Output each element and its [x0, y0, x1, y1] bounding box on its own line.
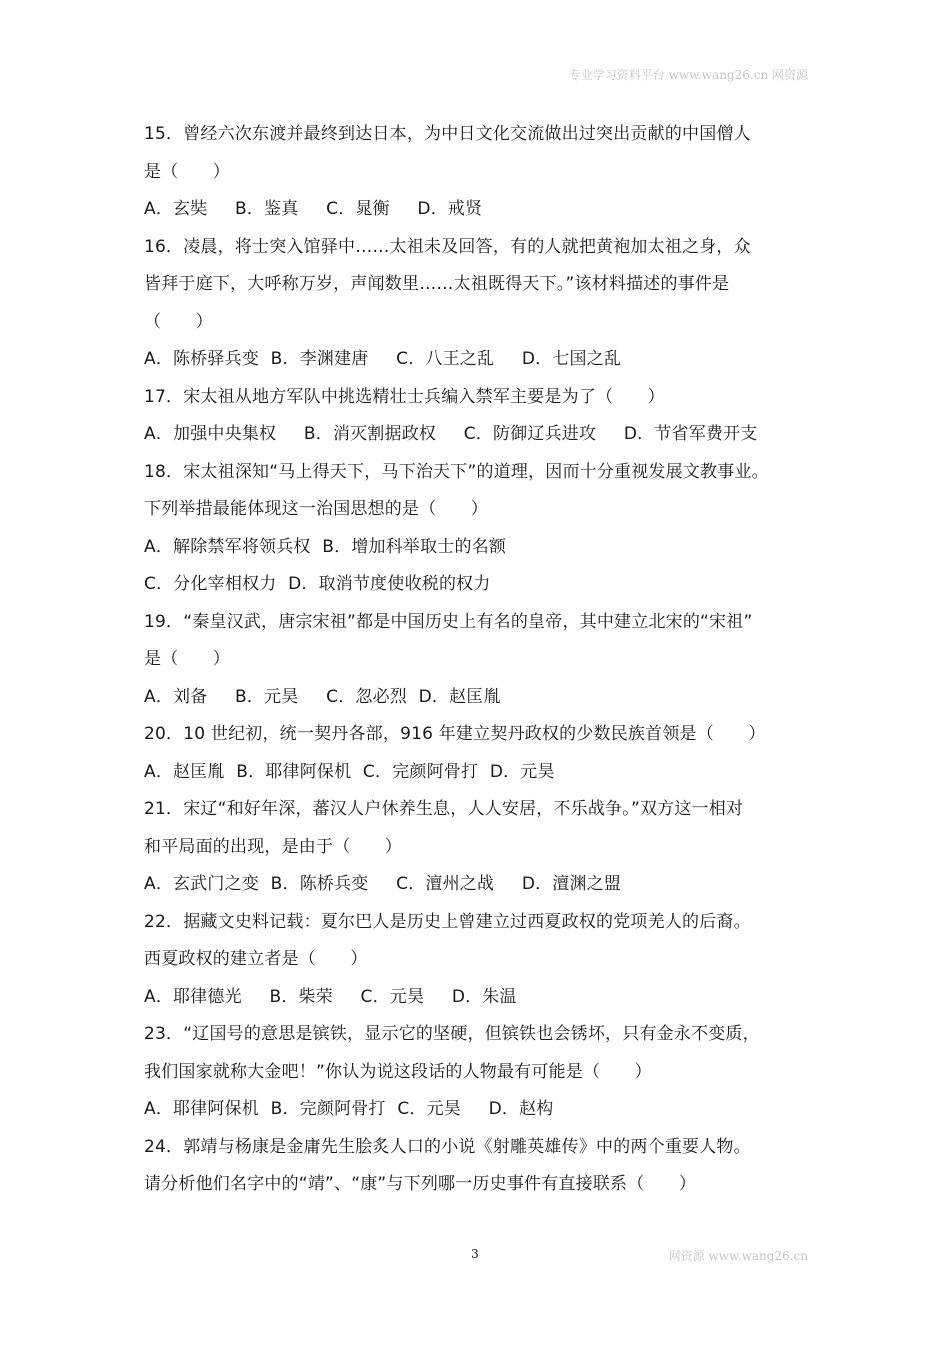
option-c: C．元昊	[397, 1099, 461, 1119]
option-b: B．柴荣	[269, 986, 333, 1007]
option-d: D．节省军费开支	[623, 424, 758, 444]
question-stem-line: 是（ ）	[144, 161, 230, 182]
option-d: D．澶渊之盟	[521, 874, 622, 894]
options-row	[144, 1091, 814, 1129]
options-row	[144, 529, 814, 567]
question-stem-line: 20．10 世纪初，统一契丹各部，916 年建立契丹政权的少数民族首领是（ ）	[144, 724, 766, 744]
question-21	[144, 791, 814, 904]
option-a: A．赵匡胤	[144, 761, 225, 782]
options-row	[144, 341, 814, 379]
option-c: C．忽必烈	[326, 686, 407, 707]
option-b: B．李渊建唐	[270, 349, 369, 369]
option-c: C．完颜阿骨打	[362, 761, 479, 782]
question-stem-line: 15．曾经六次东渡并最终到达日本，为中日文化交流做出过突出贡献的中国僧人	[144, 124, 751, 144]
option-a: A．刘备	[144, 686, 208, 707]
options-row	[144, 679, 814, 717]
option-b: B．消灭割据政权	[303, 424, 437, 444]
option-b: B．完颜阿骨打	[270, 1099, 386, 1119]
question-stem-line: 23．“辽国号的意思是镔铁，显示它的坚硬，但镔铁也会锈坏，只有金永不变质，	[144, 1024, 760, 1044]
option-d: D．赵构	[488, 1099, 554, 1119]
question-17	[144, 379, 814, 454]
option-d: D．赵匡胤	[418, 686, 501, 707]
page-number: 3	[471, 1247, 479, 1261]
options-row	[144, 866, 814, 904]
question-list	[144, 116, 814, 1204]
question-stem-line: 18．宋太祖深知“马上得天下，马下治天下”的道理，因而十分重视发展文教事业。	[144, 461, 769, 482]
question-stem-line: 16．凌晨，将士突入馆驿中……太祖未及回答，有的人就把黄袍加太祖之身，众	[144, 236, 751, 257]
option-a: A．耶律德光	[144, 986, 242, 1007]
options-row	[144, 979, 814, 1017]
option-a: A．陈桥驿兵变	[144, 349, 260, 369]
option-a: A．耶律阿保机	[144, 1099, 260, 1119]
option-b: B．陈桥兵变	[270, 874, 369, 894]
option-b: B．元昊	[235, 686, 299, 707]
question-stem-line: （ ）	[144, 311, 213, 332]
question-stem-line: 24．郭靖与杨康是金庸先生脍炙人口的小说《射雕英雄传》中的两个重要人物。	[144, 1136, 751, 1157]
option-a: A．解除禁军将领兵权	[144, 536, 311, 557]
option-b: B．鉴真	[235, 199, 299, 219]
option-c: C．澶州之战	[396, 874, 495, 894]
question-stem-line: 是（ ）	[144, 649, 230, 669]
question-stem-line: 请分析他们名字中的“靖”、“康”与下列哪一历史事件有直接联系（ ）	[144, 1174, 697, 1194]
options-row	[144, 566, 814, 604]
question-stem-line: 我们国家就称大金吧！”你认为说这段话的人物最有可能是（ ）	[144, 1061, 652, 1082]
option-d: D．七国之乱	[521, 349, 622, 369]
option-c: C．防御辽兵进攻	[463, 424, 597, 444]
option-d: D．取消节度使收税的权力	[288, 574, 491, 594]
question-20	[144, 716, 814, 791]
question-stem-line: 17．宋太祖从地方军队中挑选精壮士兵编入禁军主要是为了（ ）	[144, 386, 665, 407]
option-d: D．朱温	[451, 986, 517, 1007]
question-stem-line: 21．宋辽“和好年深，蕃汉人户休养生息，人人安居，不乐战争。”双方这一相对	[144, 799, 744, 819]
question-23	[144, 1016, 814, 1129]
option-c: C．八王之乱	[396, 349, 495, 369]
question-16	[144, 229, 814, 379]
option-d: D．戒贤	[417, 199, 483, 219]
question-stem-line: 19．“秦皇汉武，唐宗宋祖”都是中国历史上有名的皇帝，其中建立北宋的“宋祖”	[144, 611, 753, 632]
footer-watermark: 网资源 www.wang26.cn	[668, 1249, 808, 1263]
option-a: A．玄奘	[144, 199, 208, 219]
option-b: B．耶律阿保机	[236, 761, 352, 782]
question-24	[144, 1129, 814, 1204]
question-stem-line: 西夏政权的建立者是（ ）	[144, 949, 368, 969]
option-c: C．元昊	[360, 986, 425, 1007]
option-a: A．玄武门之变	[144, 874, 260, 894]
question-stem-line: 皆拜于庭下，大呼称万岁，声闻数里……太祖既得天下。”该材料描述的事件是	[144, 274, 730, 294]
question-19	[144, 604, 814, 717]
option-a: A．加强中央集权	[144, 424, 277, 444]
question-15	[144, 116, 814, 229]
question-stem-line: 下列举措最能体现这一治国思想的是（ ）	[144, 499, 488, 519]
options-row	[144, 754, 814, 792]
header-watermark: 专业学习资料平台 www.wang26.cn 网资源	[568, 68, 808, 82]
options-row	[144, 191, 814, 229]
options-row	[144, 416, 814, 454]
question-stem-line: 22．据藏文史料记载：夏尔巴人是历史上曾建立过西夏政权的党项羌人的后裔。	[144, 911, 751, 932]
question-stem-line: 和平局面的出现，是由于（ ）	[144, 836, 402, 857]
option-d: D．元昊	[489, 761, 555, 782]
option-b: B．增加科举取士的名额	[322, 536, 507, 557]
question-18	[144, 454, 814, 604]
option-c: C．分化宰相权力	[144, 574, 277, 594]
option-c: C．晁衡	[326, 199, 390, 219]
question-22	[144, 904, 814, 1017]
